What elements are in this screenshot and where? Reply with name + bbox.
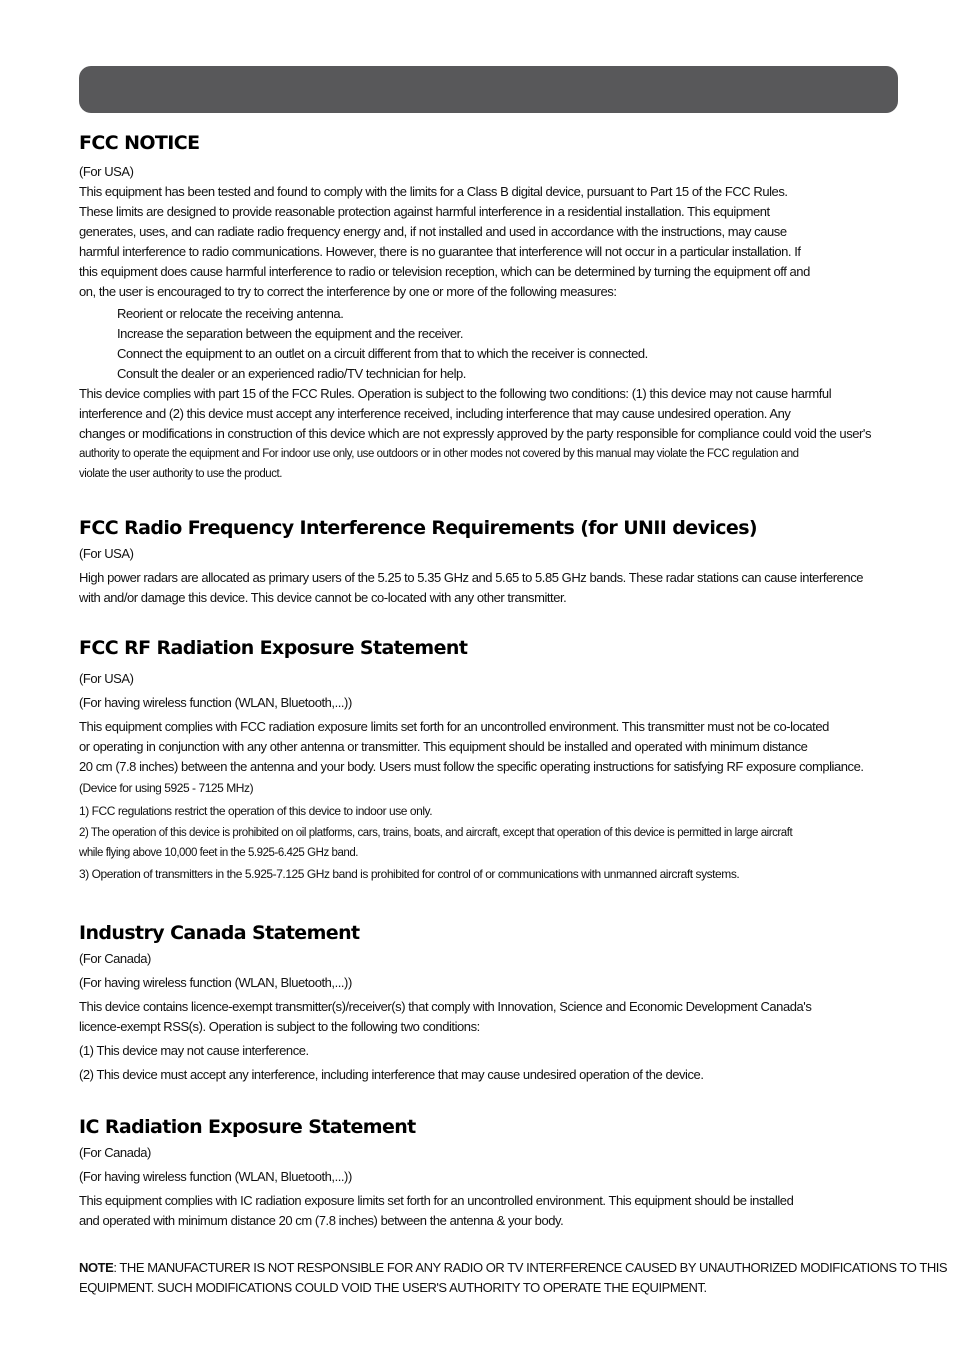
section-title: FCC RF Radiation Exposure Statement	[79, 637, 468, 659]
region-label: (For USA)	[79, 164, 134, 179]
rule-item: 1) FCC regulations restrict the operation of this device to indoor use only.	[79, 804, 433, 818]
paragraph-line: High power radars are allocated as primary users of the 5.25 to 5.35 GHz and 5.65 to 5.85 GHz bands. These radar stations can cause interference	[79, 570, 864, 585]
region-label: (For Canada)	[79, 951, 151, 966]
region-label: (For USA)	[79, 546, 134, 561]
rule-item: 2) The operation of this device is prohibited on oil platforms, cars, trains, boats, and aircraft, except that operation of this device is permitted in large aircraft	[79, 827, 793, 839]
region-label: (For USA)	[79, 671, 134, 686]
note-section	[79, 1258, 947, 1298]
paragraph-line: These limits are designed to provide reasonable protection against harmful interference in a residential installation. This equipment	[79, 204, 770, 219]
paragraph-line: and operated with minimum distance 20 cm (7.8 inches) between the antenna & your body.	[79, 1213, 564, 1228]
note-text: EQUIPMENT. SUCH MODIFICATIONS COULD VOID THE USER'S AUTHORITY TO OPERATE THE EQUIPMENT.	[79, 1280, 707, 1295]
condition-item: (2) This device must accept any interference, including interference that may cause undesired operation of the device.	[79, 1067, 704, 1082]
paragraph-line: This device complies with part 15 of the FCC Rules. Operation is subject to the following two conditions: (1) this device may not cause harmful	[79, 386, 832, 401]
note-text: : THE MANUFACTURER IS NOT RESPONSIBLE FOR ANY RADIO OR TV INTERFERENCE CAUSED BY UNAUTHORIZED MODIFICATIONS TO THIS	[113, 1260, 948, 1275]
paragraph-line: changes or modifications in construction of this device which are not expressly approved by the party responsible for compliance could void the user's	[79, 426, 871, 441]
section-title: Industry Canada Statement	[79, 922, 360, 944]
paragraph-line: this equipment does cause harmful interference to radio or television reception, which can be determined by turning the equipment off and	[79, 264, 810, 279]
wireless-label: (For having wireless function (WLAN, Bluetooth,...))	[79, 975, 352, 990]
paragraph-line: or operating in conjunction with any other antenna or transmitter. This equipment should be installed and operated with minimum distance	[79, 739, 808, 754]
condition-item: (1) This device may not cause interference.	[79, 1043, 309, 1058]
paragraph-line: 20 cm (7.8 inches) between the antenna and your body. Users must follow the specific operating instructions for satisfying RF exposure compliance.	[79, 759, 864, 774]
paragraph-line: harmful interference to radio communications. However, there is no guarantee that interference will not occur in a particular installation. If	[79, 244, 801, 259]
industry-canada-section	[79, 922, 811, 1085]
measure-item: Increase the separation between the equipment and the receiver.	[117, 326, 464, 341]
section-title: FCC NOTICE	[79, 132, 200, 154]
device-band-label: (Device for using 5925 - 7125 MHz)	[79, 781, 254, 795]
section-title: IC Radiation Exposure Statement	[79, 1116, 416, 1138]
paragraph-line: This equipment has been tested and found to comply with the limits for a Class B digital device, pursuant to Part 15 of the FCC Rules.	[79, 184, 788, 199]
paragraph-line: generates, uses, and can radiate radio frequency energy and, if not installed and used in accordance with the instructions, may cause	[79, 224, 787, 239]
fcc-notice-section	[79, 132, 871, 484]
note-label: NOTE	[79, 1260, 114, 1275]
paragraph-line: with and/or damage this device. This device cannot be co-located with any other transmitter.	[79, 590, 567, 605]
section-title: FCC Radio Frequency Interference Requirements (for UNII devices)	[79, 517, 757, 539]
paragraph-line: This equipment complies with IC radiation exposure limits set forth for an uncontrolled environment. This equipment should be installed	[79, 1193, 794, 1208]
paragraph-line: violate the user authority to use the product.	[79, 468, 283, 480]
paragraph-line: licence-exempt RSS(s). Operation is subject to the following two conditions:	[79, 1019, 480, 1034]
header-banner	[79, 66, 898, 113]
wireless-label: (For having wireless function (WLAN, Bluetooth,...))	[79, 1169, 352, 1184]
ic-exposure-section	[79, 1116, 793, 1231]
paragraph-line: interference and (2) this device must accept any interference received, including interference that may cause undesired operation. Any	[79, 406, 791, 421]
measure-item: Connect the equipment to an outlet on a circuit different from that to which the receiver is connected.	[117, 346, 648, 361]
measure-item: Reorient or relocate the receiving antenna.	[117, 306, 344, 321]
paragraph-line: on, the user is encouraged to try to correct the interference by one or more of the following measures:	[79, 284, 617, 299]
paragraph-line: This device contains licence-exempt transmitter(s)/receiver(s) that comply with Innovation, Science and Economic Development Canada's	[79, 999, 812, 1014]
fcc-rf-exposure-section	[79, 637, 864, 886]
paragraph-line: authority to operate the equipment and For indoor use only, use outdoors or in other modes not covered by this manual may violate the FCC regulation and	[79, 448, 799, 460]
wireless-label: (For having wireless function (WLAN, Bluetooth,...))	[79, 695, 352, 710]
paragraph-line: This equipment complies with FCC radiation exposure limits set forth for an uncontrolled environment. This transmitter must not be co-located	[79, 719, 829, 734]
fcc-rf-interference-section	[79, 517, 863, 608]
region-label: (For Canada)	[79, 1145, 151, 1160]
rule-item: 3) Operation of transmitters in the 5.925-7.125 GHz band is prohibited for control of or communications with unmanned aircraft systems.	[79, 867, 740, 881]
measure-item: Consult the dealer or an experienced radio/TV technician for help.	[117, 366, 466, 381]
rule-item: while flying above 10,000 feet in the 5.925-6.425 GHz band.	[79, 847, 359, 859]
